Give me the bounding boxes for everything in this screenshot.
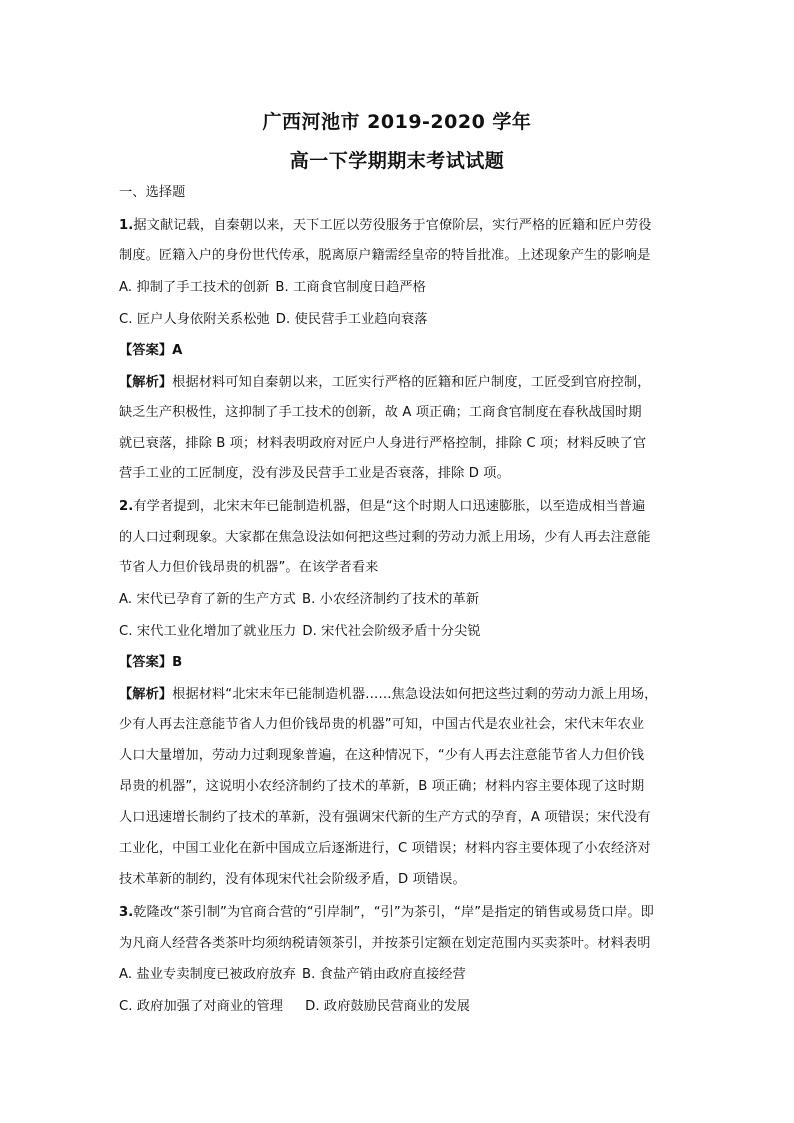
option-b: B. 小农经济制约了技术的革新	[301, 592, 480, 607]
document-title-line2: 高一下学期期末考试试题	[289, 150, 505, 172]
option-a: A. 宋代已孕育了新的生产方式	[119, 592, 296, 607]
question-stem-line: 节省人力但价钱昂贵的机器”。在该学者看来	[119, 560, 379, 575]
analysis-line: 工业化，中国工业化在新中国成立后逐渐进行，C 项错误；材料内容主要体现了小农经济对	[119, 841, 651, 856]
analysis-line: 缺乏生产积极性，这抑制了手工技术的创新，故 A 项正确；工商食官制度在春秋战国时期	[119, 405, 642, 420]
analysis-line: 昂贵的机器”，这说明小农经济制约了技术的革新，B 项正确；材料内容主要体现了这时期	[119, 779, 645, 794]
question-options-row	[119, 590, 479, 610]
question-options-row	[119, 310, 428, 330]
question-options-row	[119, 997, 470, 1017]
question-stem-line: 1.据文献记载，自秦朝以来，天下工匠以劳役服务于官僚阶层，实行严格的匠籍和匠户劳役	[119, 218, 652, 233]
question-stem-line: 2.有学者提到，北宋末年已能制造机器，但是“这个时期人口迅速膨胀，以至造成相当普遍	[119, 499, 646, 514]
question-options-row	[119, 278, 426, 298]
option-a: A. 盐业专卖制度已被政府放弃	[119, 967, 296, 982]
answer-value: B	[172, 655, 183, 670]
option-b: B. 食盐产销由政府直接经营	[301, 967, 466, 982]
analysis-line: 【解析】根据材料可知自秦朝以来，工匠实行严格的匠籍和匠户制度，工匠受到官府控制，	[119, 375, 651, 390]
analysis-line: 就已衰落，排除 B 项；材料表明政府对匠户人身进行严格控制，排除 C 项；材料反映了官	[119, 436, 647, 451]
option-d: D. 宋代社会阶级矛盾十分尖锐	[302, 624, 481, 639]
answer-tag: 【答案】	[119, 655, 173, 670]
question-number: 2.	[119, 499, 134, 514]
question-stem-line: 制度。匠籍入户的身份世代传承，脱离原户籍需经皇帝的特旨批准。上述现象产生的影响是	[119, 248, 651, 263]
option-b: B. 工商食官制度日趋严格	[275, 280, 426, 295]
answer-line	[119, 341, 182, 361]
analysis-line: 【解析】根据材料“北宋末年已能制造机器……焦急设法如何把这些过剩的劳动力派上用场，	[119, 687, 658, 702]
section-heading: 一、选择题	[119, 185, 186, 200]
answer-line	[119, 653, 182, 673]
question-stem-line: 3.乾隆改“茶引制”为官商合营的“引岸制”，“引”为茶引，“岸”是指定的销售或易货口岸。即	[119, 905, 654, 920]
option-c: C. 宋代工业化增加了就业压力	[119, 624, 297, 639]
analysis-line: 人口迅速增长制约了技术的革新，没有强调宋代新的生产方式的孕育，A 项错误；宋代没有	[119, 810, 651, 825]
question-options-row	[119, 622, 481, 642]
option-a: A. 抑制了手工技术的创新	[119, 280, 270, 295]
option-c: C. 政府加强了对商业的管理	[119, 999, 284, 1014]
option-d: D. 政府鼓励民营商业的发展	[305, 999, 471, 1014]
analysis-line: 人口大量增加，劳动力过剩现象普遍，在这种情况下，“少有人再去注意能节省人力但价钱	[119, 748, 645, 763]
document-title-line1: 广西河池市 2019-2020 学年	[262, 111, 532, 133]
option-d: D. 使民营手工业趋向衰落	[275, 312, 428, 327]
question-number: 3.	[119, 905, 134, 920]
analysis-tag: 【解析】	[119, 687, 173, 702]
answer-tag: 【答案】	[119, 343, 173, 358]
analysis-tag: 【解析】	[119, 375, 173, 390]
question-options-row	[119, 965, 466, 985]
analysis-line: 技术革新的制约，没有体现宋代社会阶级矛盾，D 项错误。	[119, 872, 466, 887]
analysis-line: 营手工业的工匠制度，没有涉及民营手工业是否衰落，排除 D 项。	[119, 466, 510, 481]
answer-value: A	[172, 343, 183, 358]
option-c: C. 匠户人身依附关系松弛	[119, 312, 270, 327]
question-stem-line: 的人口过剩现象。大家都在焦急设法如何把这些过剩的劳动力派上用场，少有人再去注意能	[119, 530, 651, 545]
question-stem-line: 为凡商人经营各类茶叶均须纳税请领茶引，并按茶引定额在划定范围内买卖茶叶。材料表明	[119, 936, 651, 951]
analysis-line: 少有人再去注意能节省人力但价钱昂贵的机器”可知，中国古代是农业社会，宋代末年农业	[119, 717, 645, 732]
question-number: 1.	[119, 218, 134, 233]
